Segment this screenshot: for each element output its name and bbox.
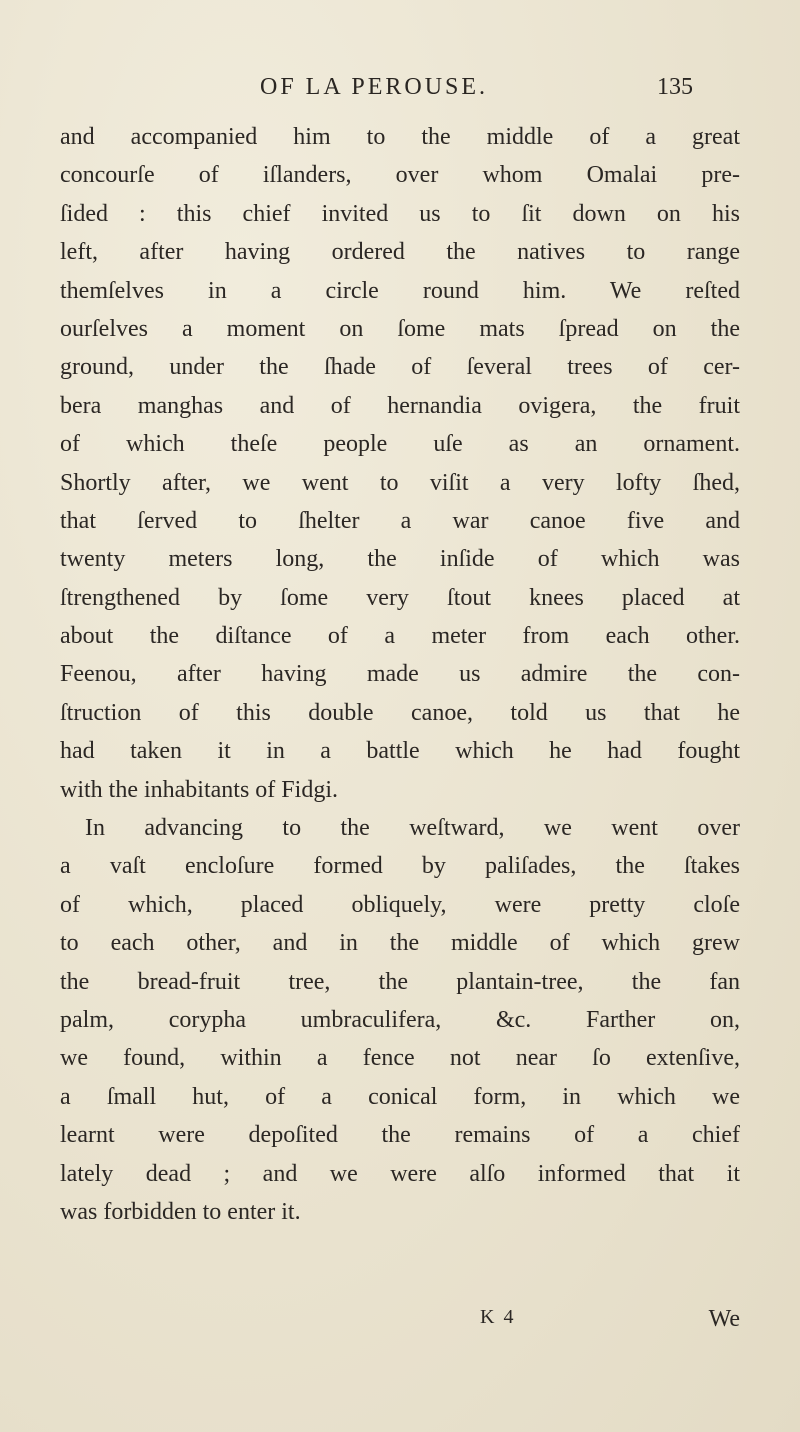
text-line: learnt were depoſited the remains of a chief [60, 1122, 740, 1149]
signature-mark: K 4 [480, 1306, 516, 1328]
body-text [60, 118, 740, 1231]
text-line: Feenou, after having made us admire the con- [60, 661, 740, 688]
text-line: of which theſe people uſe as an ornament. [60, 431, 740, 458]
text-line: we found, within a fence not near ſo extenſive, [60, 1045, 740, 1072]
text-line: Shortly after, we went to viſit a very lofty ſhed, [60, 469, 740, 496]
text-line: ſided : this chief invited us to ſit down on his [60, 200, 740, 227]
text-line: bera manghas and of hernandia ovigera, the fruit [60, 392, 740, 419]
text-line: and accompanied him to the middle of a great [60, 124, 740, 150]
text-line: ourſelves a moment on ſome mats ſpread on the [60, 315, 740, 342]
text-line: In advancing to the weſtward, we went over [85, 815, 740, 842]
text-line: themſelves in a circle round him. We reſted [60, 277, 740, 304]
text-line: had taken it in a battle which he had fought [60, 738, 740, 765]
text-line: ground, under the ſhade of ſeveral trees of cer- [60, 354, 740, 381]
text-line: was forbidden to enter it. [60, 1198, 301, 1225]
text-line: of which, placed obliquely, were pretty cloſe [60, 891, 740, 918]
text-line: ſtrengthened by ſome very ſtout knees placed at [60, 584, 740, 611]
text-line: that ſerved to ſhelter a war canoe five and [60, 507, 740, 534]
running-head: OF LA PEROUSE. [260, 74, 489, 100]
text-line: left, after having ordered the natives to range [60, 239, 740, 266]
text-line: about the diſtance of a meter from each other. [60, 623, 740, 650]
text-line: with the inhabitants of Fidgi. [60, 776, 338, 803]
text-line: lately dead ; and we were alſo informed that it [60, 1160, 740, 1187]
text-line: the bread-fruit tree, the plantain-tree, the fan [60, 968, 740, 995]
text-line: palm, corypha umbraculifera, &c. Farther on, [60, 1006, 740, 1033]
page-number: 135 [657, 74, 693, 100]
text-line: a ſmall hut, of a conical form, in which we [60, 1083, 740, 1110]
text-line: a vaſt encloſure formed by paliſades, the ſtakes [60, 853, 740, 880]
text-line: concourſe of iſlanders, over whom Omalai pre- [60, 162, 740, 189]
text-line: ſtruction of this double canoe, told us that he [60, 699, 740, 726]
text-line: to each other, and in the middle of which grew [60, 930, 740, 957]
catchword: We [708, 1306, 740, 1332]
page-footer [60, 1306, 740, 1346]
text-line: twenty meters long, the inſide of which was [60, 546, 740, 573]
